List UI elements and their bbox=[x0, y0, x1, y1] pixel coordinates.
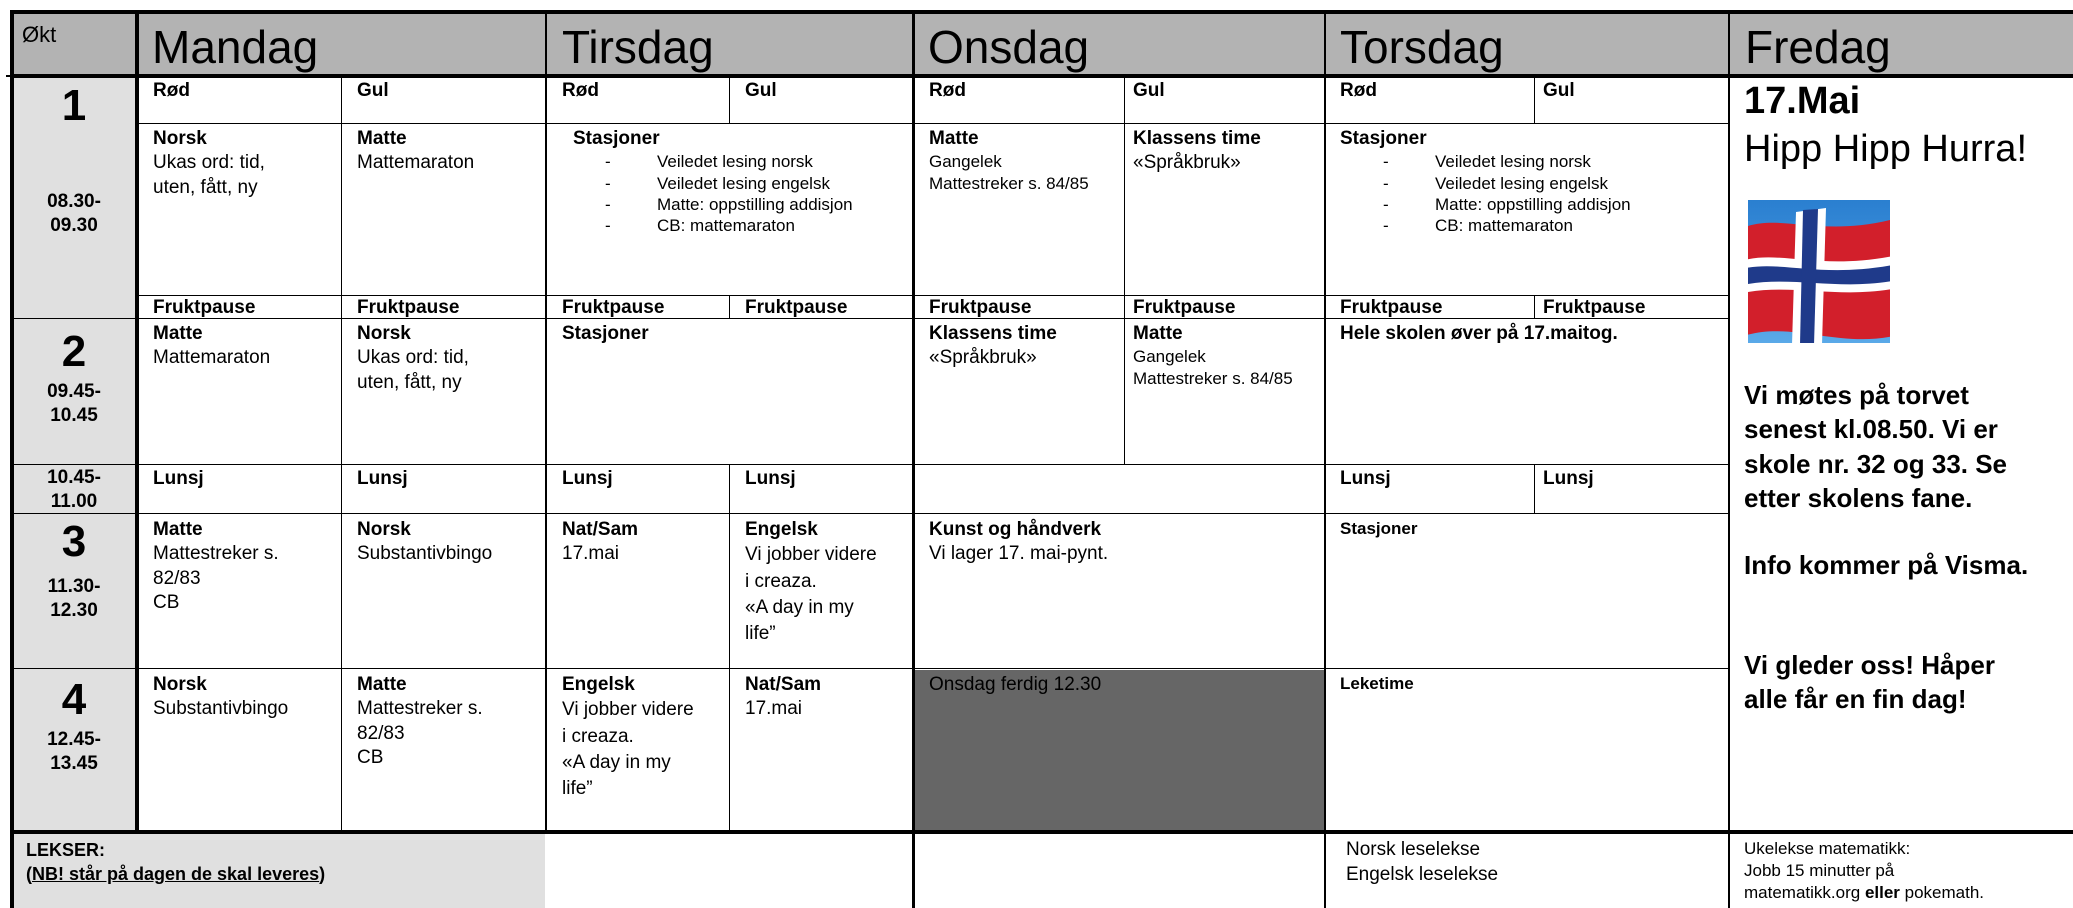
group-row-border bbox=[136, 123, 1729, 124]
session-4-number: 4 bbox=[61, 675, 87, 724]
session-2-time: 09.45- 10.45 bbox=[47, 381, 101, 426]
list-item: - Matte: oppstilling addisjon bbox=[1383, 194, 1631, 214]
monday-s4-red-cell bbox=[153, 673, 288, 722]
fruktpause-top-border bbox=[136, 295, 1729, 296]
wednesday-yellow-header: Gul bbox=[1133, 80, 1165, 101]
cell-text: Substantivbingo bbox=[153, 698, 289, 720]
wednesday-s3-cell bbox=[929, 518, 1108, 567]
session-1-number: 1 bbox=[61, 81, 87, 130]
subject: Norsk bbox=[357, 323, 411, 344]
session-3-number: 3 bbox=[61, 517, 87, 566]
fruktpause-monday-yellow: Fruktpause bbox=[357, 297, 460, 318]
session2-top-border bbox=[12, 318, 1729, 319]
wednesday-s1-yellow-cell bbox=[1133, 127, 1261, 176]
subject: Matte bbox=[929, 128, 979, 149]
station-list bbox=[605, 151, 853, 236]
wednesday-split bbox=[1124, 78, 1125, 464]
monday-s2-red-cell bbox=[153, 322, 270, 371]
thursday-red-header: Rød bbox=[1340, 80, 1377, 101]
homework-note: (NB! står på dagen de skal leveres) bbox=[26, 864, 326, 885]
friday-visma-info: Info kommer på Visma. bbox=[1744, 550, 2029, 580]
cell-text: Ukas ord: tid, uten, fått, ny bbox=[153, 152, 265, 198]
tuesday-yellow-header: Gul bbox=[745, 80, 777, 101]
session-3-time: 11.30- 12.30 bbox=[47, 576, 101, 621]
cell-text: «Språkbruk» bbox=[929, 347, 1037, 369]
list-item: - CB: mattemaraton bbox=[1383, 216, 1573, 236]
homework-label: LEKSER: bbox=[26, 840, 106, 860]
day-header-thursday: Torsdag bbox=[1340, 21, 1504, 73]
tuesday-wednesday-border bbox=[912, 10, 915, 908]
lunch-top-border bbox=[12, 464, 1729, 465]
norwegian-flag-icon bbox=[1748, 200, 1890, 343]
cell-text: 17.mai bbox=[562, 543, 620, 565]
subject: Matte bbox=[357, 128, 407, 149]
lunsj-thursday-yellow: Lunsj bbox=[1543, 468, 1594, 489]
thursday-yellow-header: Gul bbox=[1543, 80, 1575, 101]
cell-text: Mattemaraton bbox=[357, 152, 475, 174]
fruktpause-tuesday-yellow: Fruktpause bbox=[745, 297, 848, 318]
tuesday-s3-yellow-cell bbox=[745, 518, 877, 647]
monday-tuesday-border bbox=[545, 10, 547, 832]
thursday-s2-cell: Hele skolen øver på 17.maitog. bbox=[1340, 323, 1618, 344]
fruktpause-tuesday-red: Fruktpause bbox=[562, 297, 665, 318]
subject: Matte bbox=[1133, 323, 1183, 344]
subject: Matte bbox=[153, 519, 203, 540]
friday-greeting: Vi gleder oss! Håper alle får en fin dag! bbox=[1744, 650, 1995, 715]
lunsj-monday-red: Lunsj bbox=[153, 468, 204, 489]
fruktpause-wednesday-red: Fruktpause bbox=[929, 297, 1032, 318]
fruktpause-thursday-yellow: Fruktpause bbox=[1543, 297, 1646, 318]
thursday-s1-cell bbox=[1340, 127, 1631, 236]
cell-text: Ukas ord: tid, uten, fått, ny bbox=[357, 347, 469, 393]
day-header-tuesday: Tirsdag bbox=[562, 21, 714, 73]
list-item: - CB: mattemaraton bbox=[605, 216, 795, 236]
wednesday-s2-red-cell bbox=[929, 322, 1057, 371]
lunch-time: 10.45- 11.00 bbox=[47, 467, 101, 512]
cell-text: Mattestreker s. 82/83 CB bbox=[153, 543, 279, 613]
list-item: - Veiledet lesing norsk bbox=[605, 152, 813, 172]
tuesday-s2-cell bbox=[562, 322, 649, 346]
session-1-time: 08.30- 09.30 bbox=[47, 191, 101, 236]
list-item: - Veiledet lesing engelsk bbox=[605, 173, 830, 193]
subject: Norsk bbox=[357, 519, 411, 540]
cell-text: Substantivbingo bbox=[357, 543, 493, 565]
monday-s1-red-cell bbox=[153, 127, 265, 200]
list-item: - Matte: oppstilling addisjon bbox=[605, 194, 853, 214]
cell-text: 17.mai bbox=[745, 698, 803, 720]
subject: Matte bbox=[357, 674, 407, 695]
list-item: - Veiledet lesing engelsk bbox=[1383, 173, 1608, 193]
tuesday-s1-cell bbox=[573, 127, 853, 236]
fruktpause-monday-red: Fruktpause bbox=[153, 297, 256, 318]
session3-top-border bbox=[12, 513, 1729, 514]
subject: Stasjoner bbox=[562, 323, 649, 344]
subject: Engelsk bbox=[562, 674, 635, 695]
tuesday-s3-red-cell bbox=[562, 518, 638, 567]
homework-label-cell bbox=[26, 838, 325, 887]
lunsj-tuesday-yellow: Lunsj bbox=[745, 468, 796, 489]
thursday-split-1 bbox=[1534, 78, 1535, 123]
subject: Nat/Sam bbox=[562, 519, 639, 540]
cell-text: Vi lager 17. mai-pynt. bbox=[929, 543, 1109, 565]
subject: Kunst og håndverk bbox=[929, 519, 1102, 540]
thursday-s4-cell: Leketime bbox=[1340, 674, 1414, 693]
session-2-number: 2 bbox=[61, 327, 87, 376]
tuesday-split-2 bbox=[729, 296, 730, 318]
monday-split bbox=[341, 78, 342, 830]
cell-text: Vi jobber videre i creaza. «A day in my life” bbox=[745, 544, 877, 644]
monday-red-header: Rød bbox=[153, 80, 190, 101]
thursday-s3-cell: Stasjoner bbox=[1340, 519, 1418, 538]
header-bottom-border bbox=[10, 74, 2073, 78]
monday-yellow-header: Gul bbox=[357, 80, 389, 101]
cell-text: Mattestreker s. 82/83 CB bbox=[357, 698, 483, 768]
wednesday-s1-red-cell bbox=[929, 127, 1089, 194]
monday-s3-red-cell bbox=[153, 518, 279, 615]
cell-text: Mattemaraton bbox=[153, 347, 271, 369]
wednesday-red-header: Rød bbox=[929, 80, 966, 101]
top-border bbox=[10, 10, 2073, 14]
day-header-monday: Mandag bbox=[152, 21, 319, 73]
subject: Engelsk bbox=[745, 519, 818, 540]
subject: Stasjoner bbox=[1340, 128, 1427, 149]
cell-text: «Språkbruk» bbox=[1133, 152, 1241, 174]
tuesday-s4-yellow-cell bbox=[745, 673, 821, 722]
wednesday-thursday-border bbox=[1324, 10, 1326, 908]
thursday-split-3 bbox=[1534, 464, 1535, 513]
subject: Nat/Sam bbox=[745, 674, 822, 695]
friday-subtitle: Hipp Hipp Hurra! bbox=[1744, 128, 2027, 170]
tuesday-split-3 bbox=[729, 464, 730, 830]
monday-s4-yellow-cell bbox=[357, 673, 483, 770]
monday-s3-yellow-cell bbox=[357, 518, 492, 567]
wednesday-s2-yellow-cell bbox=[1133, 322, 1293, 389]
wednesday-s4-closed-text: Onsdag ferdig 12.30 bbox=[929, 674, 1102, 695]
session-4-time: 12.45- 13.45 bbox=[47, 729, 101, 774]
homework-friday-line: matematikk.org eller pokemath. bbox=[1744, 883, 1985, 903]
cell-text: Gangelek Mattestreker s. 84/85 bbox=[929, 152, 1089, 193]
lunsj-thursday-red: Lunsj bbox=[1340, 468, 1391, 489]
thursday-split-2 bbox=[1534, 296, 1535, 318]
cell-text: Gangelek Mattestreker s. 84/85 bbox=[1133, 347, 1293, 388]
homework-friday bbox=[1744, 838, 1984, 904]
station-list bbox=[1383, 151, 1631, 236]
day-header-wednesday: Onsdag bbox=[928, 21, 1090, 73]
okt-header: Økt bbox=[22, 22, 57, 47]
fruktpause-wednesday-yellow: Fruktpause bbox=[1133, 297, 1236, 318]
subject: Norsk bbox=[153, 128, 207, 149]
thursday-friday-border bbox=[1728, 10, 1730, 908]
subject: Matte bbox=[153, 323, 203, 344]
cell-text: Vi jobber videre i creaza. «A day in my life” bbox=[562, 699, 694, 799]
subject: Klassens time bbox=[929, 323, 1057, 344]
tuesday-split-1 bbox=[729, 78, 730, 123]
friday-meeting-info: Vi møtes på torvet senest kl.08.50. Vi er skole nr. 32 og 33. Se etter skolens fane. bbox=[1744, 380, 2008, 513]
friday-title: 17.Mai bbox=[1744, 80, 1861, 122]
session4-top-border bbox=[12, 668, 1729, 669]
homework-top-border bbox=[10, 830, 2073, 834]
monday-s2-yellow-cell bbox=[357, 322, 469, 395]
subject: Stasjoner bbox=[573, 128, 660, 149]
monday-s1-yellow-cell bbox=[357, 127, 474, 176]
tuesday-s4-red-cell bbox=[562, 673, 694, 802]
tuesday-red-header: Rød bbox=[562, 80, 599, 101]
homework-friday-text: Ukelekse matematikk: Jobb 15 minutter på bbox=[1744, 839, 1911, 881]
day-header-friday: Fredag bbox=[1745, 21, 1891, 73]
fruktpause-thursday-red: Fruktpause bbox=[1340, 297, 1443, 318]
lunsj-monday-yellow: Lunsj bbox=[357, 468, 408, 489]
subject: Norsk bbox=[153, 674, 207, 695]
lunsj-tuesday-red: Lunsj bbox=[562, 468, 613, 489]
subject: Klassens time bbox=[1133, 128, 1261, 149]
list-item: - Veiledet lesing norsk bbox=[1383, 152, 1591, 172]
homework-thursday: Norsk leselekse Engelsk leselekse bbox=[1346, 839, 1499, 885]
